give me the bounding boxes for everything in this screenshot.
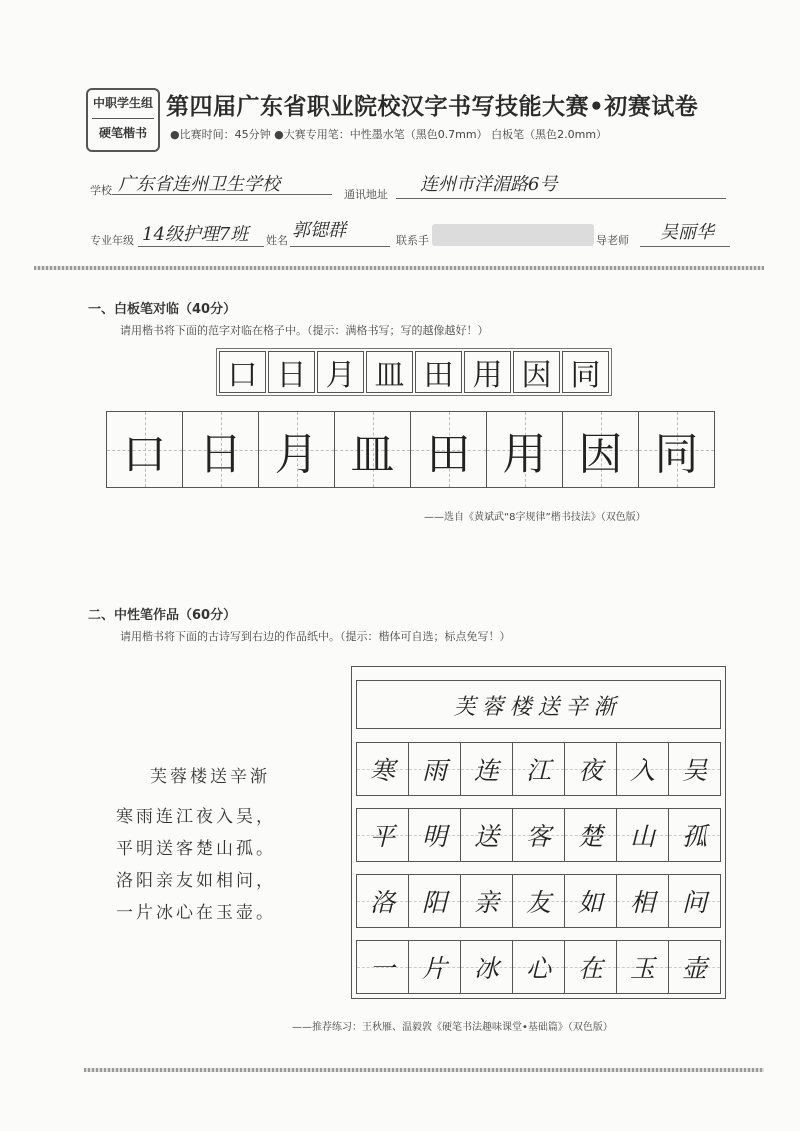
practice-cell[interactable] [107,412,183,487]
work-cell[interactable] [409,743,461,795]
work-char: 送 [473,822,499,851]
work-char: 在 [577,954,603,983]
work-char: 心 [525,954,551,983]
work-char: 友 [525,888,551,917]
work-cell[interactable] [513,743,565,795]
work-cell[interactable] [461,941,513,993]
exam-rules: ●比赛时间：45分钟 ●大赛专用笔：中性墨水笔（黑色0.7mm） 白板笔（黑色2.0mm） [170,128,608,141]
poem-line: 寒雨连江夜入吴， [116,807,276,827]
work-char: 吴 [681,756,707,785]
work-cell[interactable] [357,809,409,861]
practice-cell[interactable] [563,412,639,487]
section2-title: 二、中性笔作品（60分） [88,608,237,623]
recommend-practice: ——推荐练习：王秋雁、温毅敦《硬笔书法趣味课堂•基础篇》（双色版） [292,1022,613,1033]
work-char: 客 [525,822,551,851]
section1-title: 一、白板笔对临（40分） [88,302,237,317]
phone-redacted [432,224,594,246]
work-row[interactable] [356,874,721,928]
teacher-underline [640,246,730,247]
work-char: 玉 [629,954,655,983]
work-char: 亲 [473,888,499,917]
work-cell[interactable] [617,809,669,861]
work-cell[interactable] [357,875,409,927]
work-char: 楚 [577,822,603,851]
address-underline [396,198,726,199]
practice-cell[interactable] [411,412,487,487]
teacher-value[interactable]: 吴丽华 [660,222,714,243]
model-char: 口 [219,351,266,393]
work-title: 芙蓉楼送辛渐 [453,695,622,720]
model-char: 日 [268,351,315,393]
work-cell[interactable] [513,941,565,993]
class-label: 专业年级 [90,234,134,247]
poem-line: 洛阳亲友如相问， [116,871,276,891]
work-char: 雨 [421,756,447,785]
work-char: 壶 [681,954,707,983]
work-cell[interactable] [409,809,461,861]
work-cell[interactable] [617,743,669,795]
practice-char: 日 [198,428,243,480]
work-cell[interactable] [461,875,513,927]
group-badge [86,88,160,152]
practice-grid[interactable] [106,411,715,488]
exam-title: 第四届广东省职业院校汉字书写技能大赛•初赛试卷 [166,94,699,120]
model-char: 月 [317,351,364,393]
work-char: 片 [421,954,447,983]
model-char: 田 [415,351,462,393]
practice-cell[interactable] [487,412,563,487]
work-char: 阳 [421,888,447,917]
work-char: 冰 [473,954,499,983]
phone-label: 联系手 [396,234,429,247]
work-char: 入 [629,756,655,785]
section2-instruction: 请用楷书将下面的古诗写到右边的作品纸中。（提示：楷体可自选；标点免写！） [120,630,511,643]
work-cell[interactable] [617,941,669,993]
work-cell[interactable] [669,875,720,927]
name-underline [290,246,390,247]
work-cell[interactable] [565,743,617,795]
work-cell[interactable] [565,875,617,927]
work-cell[interactable] [409,941,461,993]
name-value[interactable]: 郭锶群 [292,220,346,241]
work-char: 相 [629,888,655,917]
practice-cell[interactable] [183,412,259,487]
practice-char: 用 [502,428,547,480]
work-char: 一 [369,954,395,983]
work-cell[interactable] [565,941,617,993]
address-value[interactable]: 连州市洋湄路6号 [420,174,558,195]
practice-char: 口 [122,428,167,480]
teacher-label: 导老师 [596,234,629,247]
footer-divider [84,1068,764,1072]
work-char: 明 [421,822,447,851]
work-cell[interactable] [409,875,461,927]
work-char: 如 [577,888,603,917]
work-char: 夜 [577,756,603,785]
poem-title: 芙蓉楼送辛渐 [150,767,270,787]
work-cell[interactable] [565,809,617,861]
school-label: 学校 [90,184,112,197]
address-label: 通讯地址 [344,188,388,201]
practice-char: 月 [274,428,319,480]
work-char: 孤 [681,822,707,851]
poem-line: 一片冰心在玉壶。 [116,903,276,923]
practice-char: 因 [578,428,623,480]
work-char: 连 [473,756,499,785]
badge-category-label: 硬笔楷书 [98,126,147,140]
work-cell[interactable] [617,875,669,927]
work-cell[interactable] [669,941,720,993]
work-cell[interactable] [357,941,409,993]
work-cell[interactable] [461,743,513,795]
badge-group-label: 中职学生组 [92,96,153,110]
work-cell[interactable] [513,875,565,927]
section1-instruction: 请用楷书将下面的范字对临在格子中。（提示：满格书写；写的越像越好！） [120,324,489,337]
practice-cell[interactable] [335,412,411,487]
class-value[interactable]: 14级护理7班 [142,224,249,245]
model-char: 同 [562,351,609,393]
practice-char: 同 [654,428,699,480]
practice-cell[interactable] [639,412,714,487]
work-char: 江 [525,756,551,785]
work-char: 洛 [369,888,395,917]
work-cell[interactable] [669,809,720,861]
model-char: 皿 [366,351,413,393]
work-char: 山 [629,822,655,851]
work-cell[interactable] [357,743,409,795]
practice-char: 田 [426,428,471,480]
header-divider [34,266,764,270]
work-cell[interactable] [513,809,565,861]
work-row[interactable] [356,940,721,994]
school-underline [112,194,332,195]
poem-line: 平明送客楚山孤。 [116,839,276,859]
class-underline [138,246,264,247]
work-cell[interactable] [669,743,720,795]
school-value[interactable]: 广东省连州卫生学校 [118,174,280,195]
practice-cell[interactable] [259,412,335,487]
model-char: 用 [464,351,511,393]
work-row[interactable] [356,742,721,796]
work-char: 问 [681,888,707,917]
work-char: 平 [369,822,395,851]
work-row[interactable] [356,808,721,862]
model-chars-row [216,348,612,396]
badge-divider [92,118,154,119]
name-label: 姓名 [266,234,288,247]
work-cell[interactable] [461,809,513,861]
practice-char: 皿 [350,428,395,480]
section1-source: ——选自《黄斌武“8字规律”楷书技法》（双色版） [424,512,646,523]
model-char: 因 [513,351,560,393]
work-char: 寒 [369,756,395,785]
